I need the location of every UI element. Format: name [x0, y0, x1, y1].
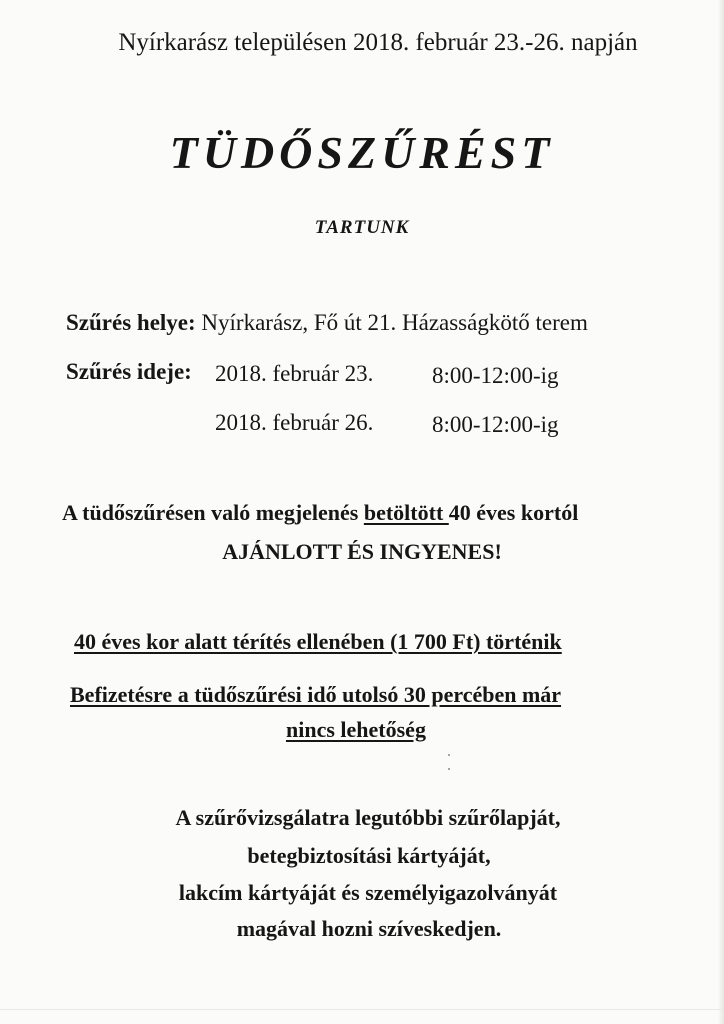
scan-bottom-edge [0, 1009, 724, 1010]
poster-subtitle: TARTUNK [314, 217, 410, 238]
notice1-pre: A tüdőszűrésen való megjelenés [62, 500, 364, 525]
date-1: 2018. február 23. [215, 361, 374, 386]
intro-line: Nyírkarász településen 2018. február 23.-26. napján [118, 29, 638, 56]
closing-line-4: magával hozni szíveskedjen. [236, 916, 502, 941]
notice2-line2: Befizetésre a tüdőszűrési idő utolsó 30 percében már [70, 682, 562, 707]
place-label: Szűrés helye: [66, 310, 196, 335]
notice2-line1: 40 éves kor alatt térítés ellenében (1 700 Ft) történik [74, 629, 562, 654]
notice1-underlined: betöltött [363, 500, 449, 525]
place-value: Nyírkarász, Fő út 21. Házasságkötő terem [201, 310, 588, 335]
time-label: Szűrés ideje: [66, 359, 192, 384]
scan-edge [718, 0, 724, 1024]
time-label-row [66, 360, 192, 383]
place-row [66, 311, 588, 334]
closing-line-3: lakcím kártyáját és személyigazolványát [178, 880, 558, 905]
closing-line-1: A szűrővizsgálatra legutóbbi szűrőlapját, [175, 805, 561, 830]
closing-line-2: betegbiztosítási kártyáját, [247, 843, 491, 868]
date-2: 2018. február 26. [215, 410, 374, 435]
notice1-line2: AJÁNLOTT ÉS INGYENES! [222, 539, 502, 564]
speck [448, 754, 450, 756]
notice2-line3: nincs lehetőség [286, 717, 426, 742]
hours-2: 8:00-12:00-ig [432, 412, 559, 437]
hours-1: 8:00-12:00-ig [432, 363, 559, 388]
notice1-post: 40 éves kortól [448, 500, 579, 525]
poster-title: TÜDŐSZŰRÉST [169, 127, 555, 178]
notice1-line1 [62, 502, 578, 524]
speck [448, 768, 450, 770]
